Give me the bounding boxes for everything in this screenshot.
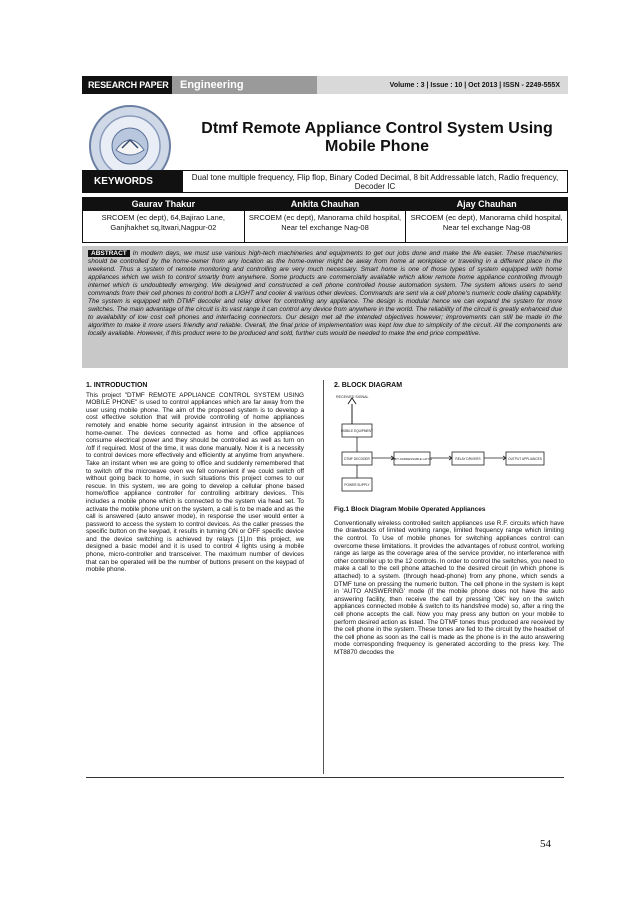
page-number: 54: [540, 838, 551, 850]
abstract-box: [82, 246, 568, 368]
author-cell: [406, 198, 567, 242]
figure-caption: Fig.1 Block Diagram Mobile Operated Appliances: [334, 506, 486, 514]
output-appliances-label: OUTPUT APPLIANCES: [508, 456, 542, 461]
received-signal-label: RECEIVED SIGNAL: [336, 394, 369, 399]
keywords-label: KEYWORDS: [82, 170, 182, 193]
author-affiliation: SRCOEM (ec dept), 64,Bajirao Lane, Ganjhakhet sq,Itwari,Nagpur-02: [101, 213, 226, 232]
block-diagram-figure: [334, 394, 560, 498]
author-cell: [83, 198, 245, 242]
power-supply-label: POWER SUPPLY: [344, 482, 370, 487]
dtmf-decoder-label: DTMF DECODER: [344, 456, 370, 461]
author-name: Gaurav Thakur: [83, 198, 244, 211]
abstract-label: ABSTRACT: [88, 250, 130, 257]
author-affiliation: SRCOEM (ec dept), Manorama child hospital, Near tel exchange Nag-08: [410, 213, 563, 232]
introduction-column: [86, 382, 304, 662]
author-affiliation: SRCOEM (ec dept), Manorama child hospital, Near tel exchange Nag-08: [248, 213, 402, 232]
author-name: Ankita Chauhan: [245, 198, 406, 211]
bottom-rule: [86, 777, 564, 778]
mobile-equipment-label: MOBILE EQUIPMENT: [341, 428, 373, 433]
addressable-latch-label: 8 BIT ADDRESSABLE LATCH: [391, 456, 433, 461]
section-label: Engineering: [172, 76, 317, 94]
author-cell: [245, 198, 407, 242]
introduction-text: This project "DTMF REMOTE APPLIANCE CONTROL SYSTEM USING MOBILE PHONE" is used to control appliances which are far away from the user using mobile phone. The aim of the proposed system is to develop a cost effective solution that will provide controlling of home appliances remotely and enable home security against intrusion in the absence of home-owner. The devices connected as home and office appliances consume electrical power and they should be controlled as well as turn on /off if required. Most of the time, it was done manually. Now it is a necessity to control devices more effectively and efficiently at anytime from anywhere. Take an instant when we are going to office and suddenly remembered that to switch off the microwave oven we fell convenient if we could switch off without going back to home, in such situations this project comes to our rescue. In this system, we are going to develop a cellular phone based home/office appliance controller for controlling arbitrary devices. This includes a mobile phone which is connected to the system via head set. To activate the mobile phone unit on the system, a call is to be made and as the call is answered (auto answer mode), in response the user would enter a password to access the system to control devices. As the caller presses the specific button on the keypad, it results in turning ON or OFF specific device and the device switching is achieved by relays [1].In this project, we designed a basic model and it is used to control 4 lights using a mobile phone, micro-controller and transceiver. The maximum number of devices that can be operated will be the number of buttons present on the keypad of mobile phone.: [86, 391, 304, 574]
keywords-bar: [82, 170, 568, 193]
block-diagram-column: [334, 382, 564, 774]
column-divider: [323, 380, 324, 774]
introduction-heading: 1. INTRODUCTION: [86, 382, 148, 389]
paper-title: Dtmf Remote Appliance Control System Using Mobile Phone: [201, 120, 553, 155]
author-name: Ajay Chauhan: [406, 198, 567, 211]
journal-header: [82, 76, 568, 94]
block-diagram-text: Conventionally wireless controlled switch appliances use R.F. circuits which have the drawbacks of limited working range, limited frequency range which limiting the control. To Use of mobile phones for switching appliances control can overcome these limitations. It provides the advantages of robust control, working range as large as the coverage area of the service provider, no interference with other controller up to the 12 controls. In order to control the switches, you need to make a call to the cell phone attached to the desired circuit (in which phone is attached) to a system. (through head-phone) from any phone, which sends a DTMF tune on pressing the numeric button. The cell phone in the system is kept in 'AUTO ANSWERING' mode (if the mobile phone does not have the auto answering facility, then receive the call by pressing 'OK' key on the switch appliances connected mobile & switch to its handsfree mode) so, after a ring the cell phone accepts the call. Now you may press any button on your mobile to perform desired action as listed. The DTMF tones thus produced are received by the cell phone in the system. These tones are fed to the circuit by the headset of the cell phone as soon as the call is made as the phone is in the auto answering mode corresponding frequency is generated according to the press key. The MT8870 decodes the: [334, 519, 564, 656]
authors-table: [82, 197, 568, 243]
research-paper-label: RESEARCH PAPER: [82, 76, 172, 94]
volume-info: Volume : 3 | Issue : 10 | Oct 2013 | ISSN - 2249-555X: [317, 76, 568, 94]
block-diagram-heading: 2. BLOCK DIAGRAM: [334, 382, 403, 389]
abstract-text: In modern days, we must use various high-tech machineries and equipments to get our jobs done and make the life easier. These machineries should be controlled by the home-owner from any location as the home-owner might be away from home at workplace or traveling in a different place in the weekend. Thus a system of remote monitoring and controlling are very much necessary. Smart home is one of those types of system equipped with home appliances which we wish to control smartly from anywhere. Some products are commercially available which allow remote home appliance controlling through internet which is undoubtedly emerging. We designed and constructed a cell phone controlled house automation system. The system allows users to send commands from their cell phones to control both a LIGHT and cooler & various other devices. Commands are sent via a cell phone's numeric code dialing capability. The system is equipped with DTMF decoder and relay driver for controlling any appliance. The design is modular hence we can expand the system for more switches. The main advantage of the circuit is its vast range it can control any device from anywhere in the world. The reliability of the circuit is greatly enhanced due to availability of low cost cell phones and interfacing connectors. Our design met all the intended objectives however; improvements can still be made in the algorithm to make it more users friendly and reliable. Overall, the final price of implementation was kept low due to simplicity of the circuit. All the components are locally available. However, if this product were to be produced and sold, further cuts would be needed to make the end price competitive.: [88, 250, 562, 337]
relay-drivers-label: RELAY DRIVERS: [455, 456, 481, 461]
keywords-text: Dual tone multiple frequency, Flip flop, Binary Coded Decimal, 8 bit Addressable latch, Radio frequency, Decoder IC: [182, 170, 568, 193]
